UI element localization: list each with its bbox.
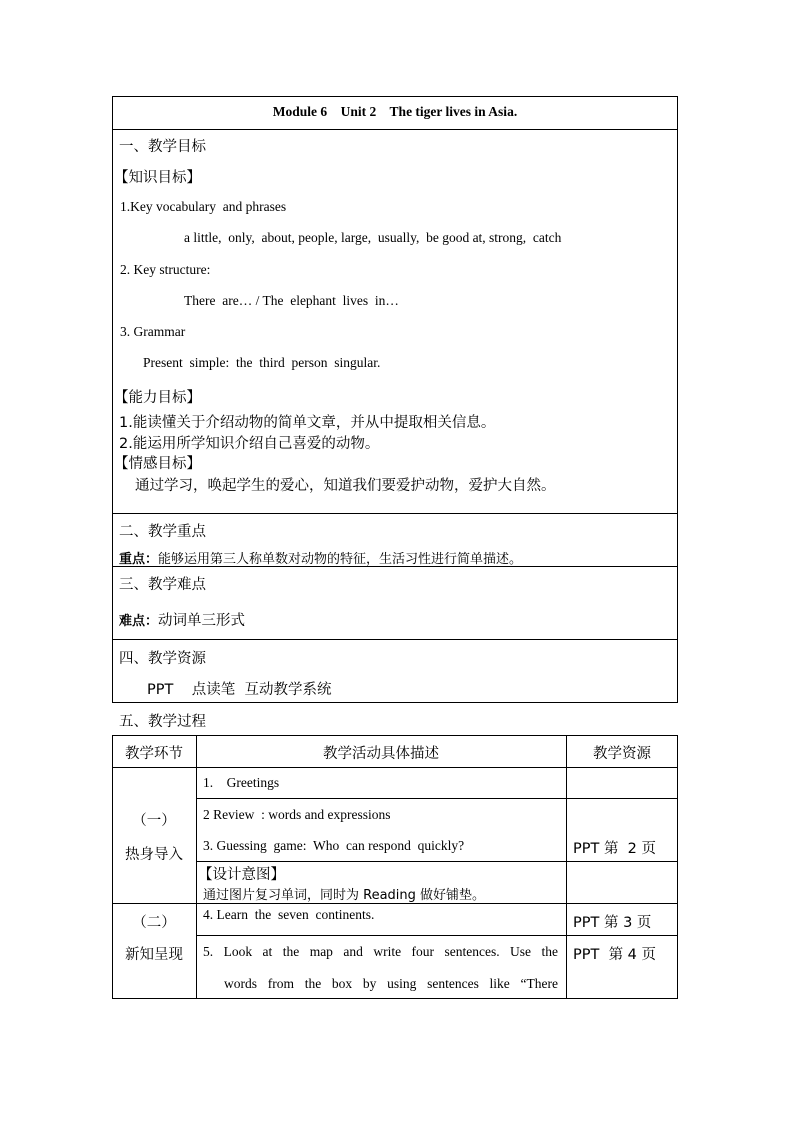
difficulties-text xyxy=(119,609,245,630)
stage-1-resource: PPT 第 2 页 xyxy=(573,841,657,857)
difficulties-heading: 三、教学难点 xyxy=(119,577,206,593)
stage-2-number: （二） xyxy=(132,915,176,931)
stage-2-map-task-line-2: words from the box by using sentences like “There xyxy=(224,976,558,991)
stage-1-greetings: 1. Greetings xyxy=(203,775,280,790)
key-points-text xyxy=(119,548,522,567)
design-intent-heading: 【设计意图】 xyxy=(198,867,285,883)
knowledge-item-1: 1.Key vocabulary and phrases xyxy=(120,199,287,214)
col-header-resource: 教学资源 xyxy=(593,746,651,762)
divider xyxy=(112,639,678,640)
key-points-label: 重点： xyxy=(119,552,159,567)
stage-1-review: 2 Review : words and expressions xyxy=(203,807,391,822)
row-divider xyxy=(112,767,678,768)
stage-2-continents: 4. Learn the seven continents. xyxy=(203,907,375,922)
stage-2-resource-2: PPT 第 4 页 xyxy=(573,947,657,963)
knowledge-item-2: 2. Key structure: xyxy=(120,262,211,277)
difficulties-label: 难点： xyxy=(119,614,159,629)
key-points-body: 能够运用第三人称单数对动物的特征，生活习性进行简单描述。 xyxy=(158,552,523,567)
resources-heading: 四、教学资源 xyxy=(119,651,206,667)
objectives-heading: 一、教学目标 xyxy=(119,139,206,155)
row-divider xyxy=(196,798,678,799)
divider xyxy=(112,513,678,514)
stage-1-guessing: 3. Guessing game: Who can respond quickly? xyxy=(203,838,465,853)
difficulties-body: 动词单三形式 xyxy=(158,613,246,629)
row-divider xyxy=(112,903,678,904)
ability-line-2: 2.能运用所学知识介绍自己喜爱的动物。 xyxy=(119,436,380,452)
stage-2-map-task-line-1: 5. Look at the map and write four sentences. Use the xyxy=(203,944,558,959)
resources-text: PPT 点读笔 互动教学系统 xyxy=(147,682,332,698)
col-divider xyxy=(566,735,567,999)
knowledge-item-3: 3. Grammar xyxy=(120,324,186,339)
ability-line-1: 1.能读懂关于介绍动物的简单文章，并从中提取相关信息。 xyxy=(119,415,496,431)
process-heading: 五、教学过程 xyxy=(119,714,206,730)
row-divider xyxy=(196,935,678,936)
knowledge-item-2-text: There are… / The elephant lives in… xyxy=(184,293,399,308)
stage-2-resource-1: PPT 第 3 页 xyxy=(573,915,652,931)
row-divider xyxy=(196,861,678,862)
col-header-activity: 教学活动具体描述 xyxy=(323,746,439,762)
emotion-line-1: 通过学习，唤起学生的爱心，知道我们要爱护动物，爱护大自然。 xyxy=(135,478,556,494)
col-divider xyxy=(196,735,197,999)
divider xyxy=(112,129,678,130)
col-header-stage: 教学环节 xyxy=(125,746,183,762)
knowledge-item-1-words: a little, only, about, people, large, usually, be good at, strong, catch xyxy=(184,230,562,245)
design-intent-text: 通过图片复习单词，同时为 Reading 做好铺垫。 xyxy=(203,888,486,903)
stage-1-number: （一） xyxy=(132,813,176,829)
page-title: Module 6 Unit 2 The tiger lives in Asia. xyxy=(272,104,518,119)
key-points-heading: 二、教学重点 xyxy=(119,524,206,540)
knowledge-item-3-text: Present simple: the third person singular. xyxy=(143,355,381,370)
stage-1-name: 热身导入 xyxy=(125,847,183,863)
knowledge-heading: 【知识目标】 xyxy=(114,170,201,186)
stage-2-name: 新知呈现 xyxy=(125,947,183,963)
emotion-heading: 【情感目标】 xyxy=(114,456,201,472)
ability-heading: 【能力目标】 xyxy=(114,390,201,406)
